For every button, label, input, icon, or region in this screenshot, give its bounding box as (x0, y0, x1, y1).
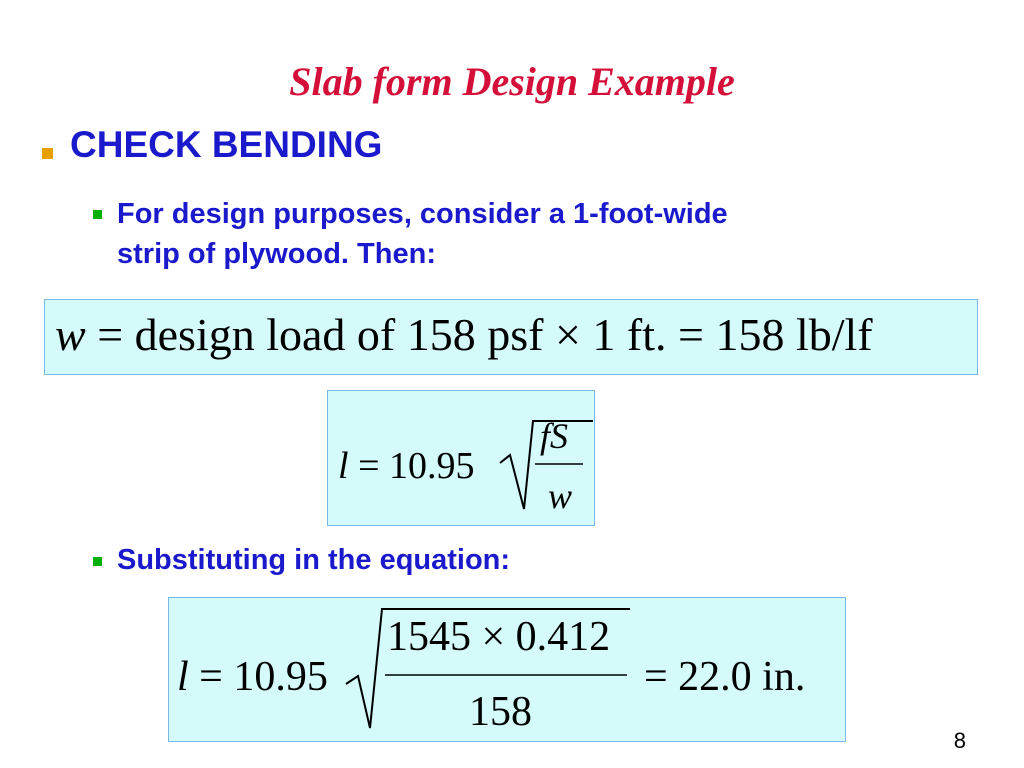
substitution-coef: = 10.95 (199, 654, 328, 700)
var-w: w (55, 309, 86, 360)
formula-lhs (338, 444, 475, 488)
formula-denominator: w (548, 476, 573, 516)
heading-check-bending: CHECK BENDING (70, 124, 383, 165)
formula-numerator: fS (540, 416, 569, 456)
bullet-text-substituting: Substituting in the equation: (117, 544, 511, 576)
bullet-square-icon (93, 557, 102, 566)
substitution-denominator: 158 (469, 689, 532, 735)
page-number: 8 (953, 728, 966, 753)
equation-box-formula (327, 390, 595, 526)
equation-box-substitution (168, 597, 846, 742)
var-l: l (338, 445, 349, 487)
formula-coef: = 10.95 (358, 445, 475, 487)
slide-title: Slab form Design Example (289, 59, 735, 104)
equation-load (55, 308, 873, 361)
substitution-result: = 22.0 in. (644, 654, 806, 700)
bullet-square-icon (93, 210, 102, 219)
substitution-numerator: 1545 × 0.412 (387, 614, 611, 660)
bullet-line-2: strip of plywood. Then: (117, 238, 436, 270)
substitution-lhs (177, 653, 328, 701)
equation-load-text: = design load of 158 psf × 1 ft. = 158 lb/lf (97, 309, 873, 360)
bullet-line-1: For design purposes, consider a 1-foot-wide (117, 198, 728, 230)
var-l: l (177, 654, 189, 700)
bullet-text-design-purposes (117, 194, 728, 274)
equation-box-load (44, 299, 978, 375)
bullet-square-icon (42, 148, 53, 159)
